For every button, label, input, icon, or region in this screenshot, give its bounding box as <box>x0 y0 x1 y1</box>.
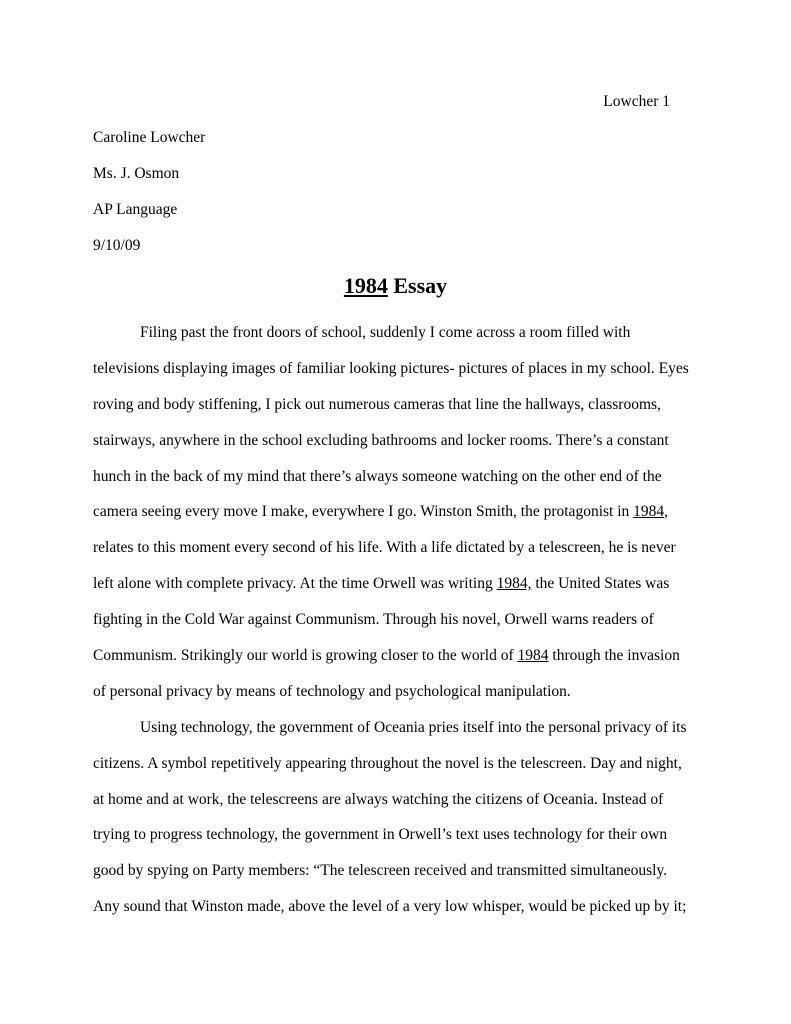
teacher-name: Ms. J. Osmon <box>93 165 180 182</box>
book-title: 1984 <box>633 503 665 521</box>
text-segment: fighting in the Cold War against Communism. Through his novel, Orwell warns readers of <box>93 611 654 629</box>
text-line <box>93 574 713 610</box>
text-line <box>93 395 713 431</box>
text-segment: hunch in the back of my mind that there’s always someone watching on the other end of the <box>93 467 662 485</box>
text-segment: left alone with complete privacy. At the time Orwell was writing <box>93 575 497 593</box>
essay-title <box>0 272 791 300</box>
text-line <box>93 718 713 754</box>
text-segment: Communism. Strikingly our world is growing closer to the world of <box>93 647 518 665</box>
book-title: 1984, <box>496 575 532 593</box>
running-header: Lowcher 1 <box>603 93 670 110</box>
text-line <box>93 431 713 467</box>
book-title: 1984 <box>517 647 549 665</box>
text-line <box>93 610 713 646</box>
essay-body <box>93 323 713 933</box>
essay-date: 9/10/09 <box>93 237 141 254</box>
course-name: AP Language <box>93 201 178 218</box>
text-line <box>93 897 713 933</box>
text-line <box>93 323 713 359</box>
mla-heading <box>93 128 205 272</box>
text-segment: Using technology, the government of Oceania pries itself into the personal privacy of its <box>140 718 687 736</box>
student-name: Caroline Lowcher <box>93 129 206 146</box>
text-segment: Any sound that Winston made, above the level of a very low whisper, would be picked up by it; <box>93 898 687 916</box>
text-line <box>93 825 713 861</box>
text-line <box>93 646 713 682</box>
text-line <box>93 790 713 826</box>
text-segment: camera seeing every move I make, everywhere I go. Winston Smith, the protagonist in <box>93 503 634 521</box>
text-line <box>93 467 713 503</box>
text-line <box>93 502 713 538</box>
text-segment: citizens. A symbol repetitively appearing throughout the novel is the telescreen. Day and night, <box>93 754 682 772</box>
text-line <box>93 682 713 718</box>
text-segment: at home and at work, the telescreens are always watching the citizens of Oceania. Instead of <box>93 790 664 808</box>
text-segment: stairways, anywhere in the school excluding bathrooms and locker rooms. There’s a constant <box>93 431 669 449</box>
text-segment: Filing past the front doors of school, suddenly I come across a room filled with <box>140 324 631 341</box>
text-segment: relates to this moment every second of his life. With a life dictated by a telescreen, he is never <box>93 539 676 557</box>
text-segment: trying to progress technology, the government in Orwell’s text uses technology for their own <box>93 826 668 844</box>
text-line <box>93 754 713 790</box>
title-rest: Essay <box>387 273 448 298</box>
text-segment: roving and body stiffening, I pick out numerous cameras that line the hallways, classrooms, <box>93 395 661 413</box>
text-line <box>93 359 713 395</box>
text-segment: televisions displaying images of familiar looking pictures- pictures of places in my school. Eyes <box>93 359 689 377</box>
text-segment: good by spying on Party members: “The telescreen received and transmitted simultaneously. <box>93 862 668 880</box>
paragraph <box>93 718 713 933</box>
text-line <box>93 538 713 574</box>
paragraph <box>93 323 713 718</box>
text-line <box>93 861 713 897</box>
text-segment: of personal privacy by means of technology and psychological manipulation. <box>93 682 571 700</box>
title-book-name: 1984 <box>343 273 388 298</box>
text-segment: , <box>664 503 669 521</box>
text-segment: through the invasion <box>548 647 680 665</box>
text-segment: the United States was <box>531 575 670 593</box>
